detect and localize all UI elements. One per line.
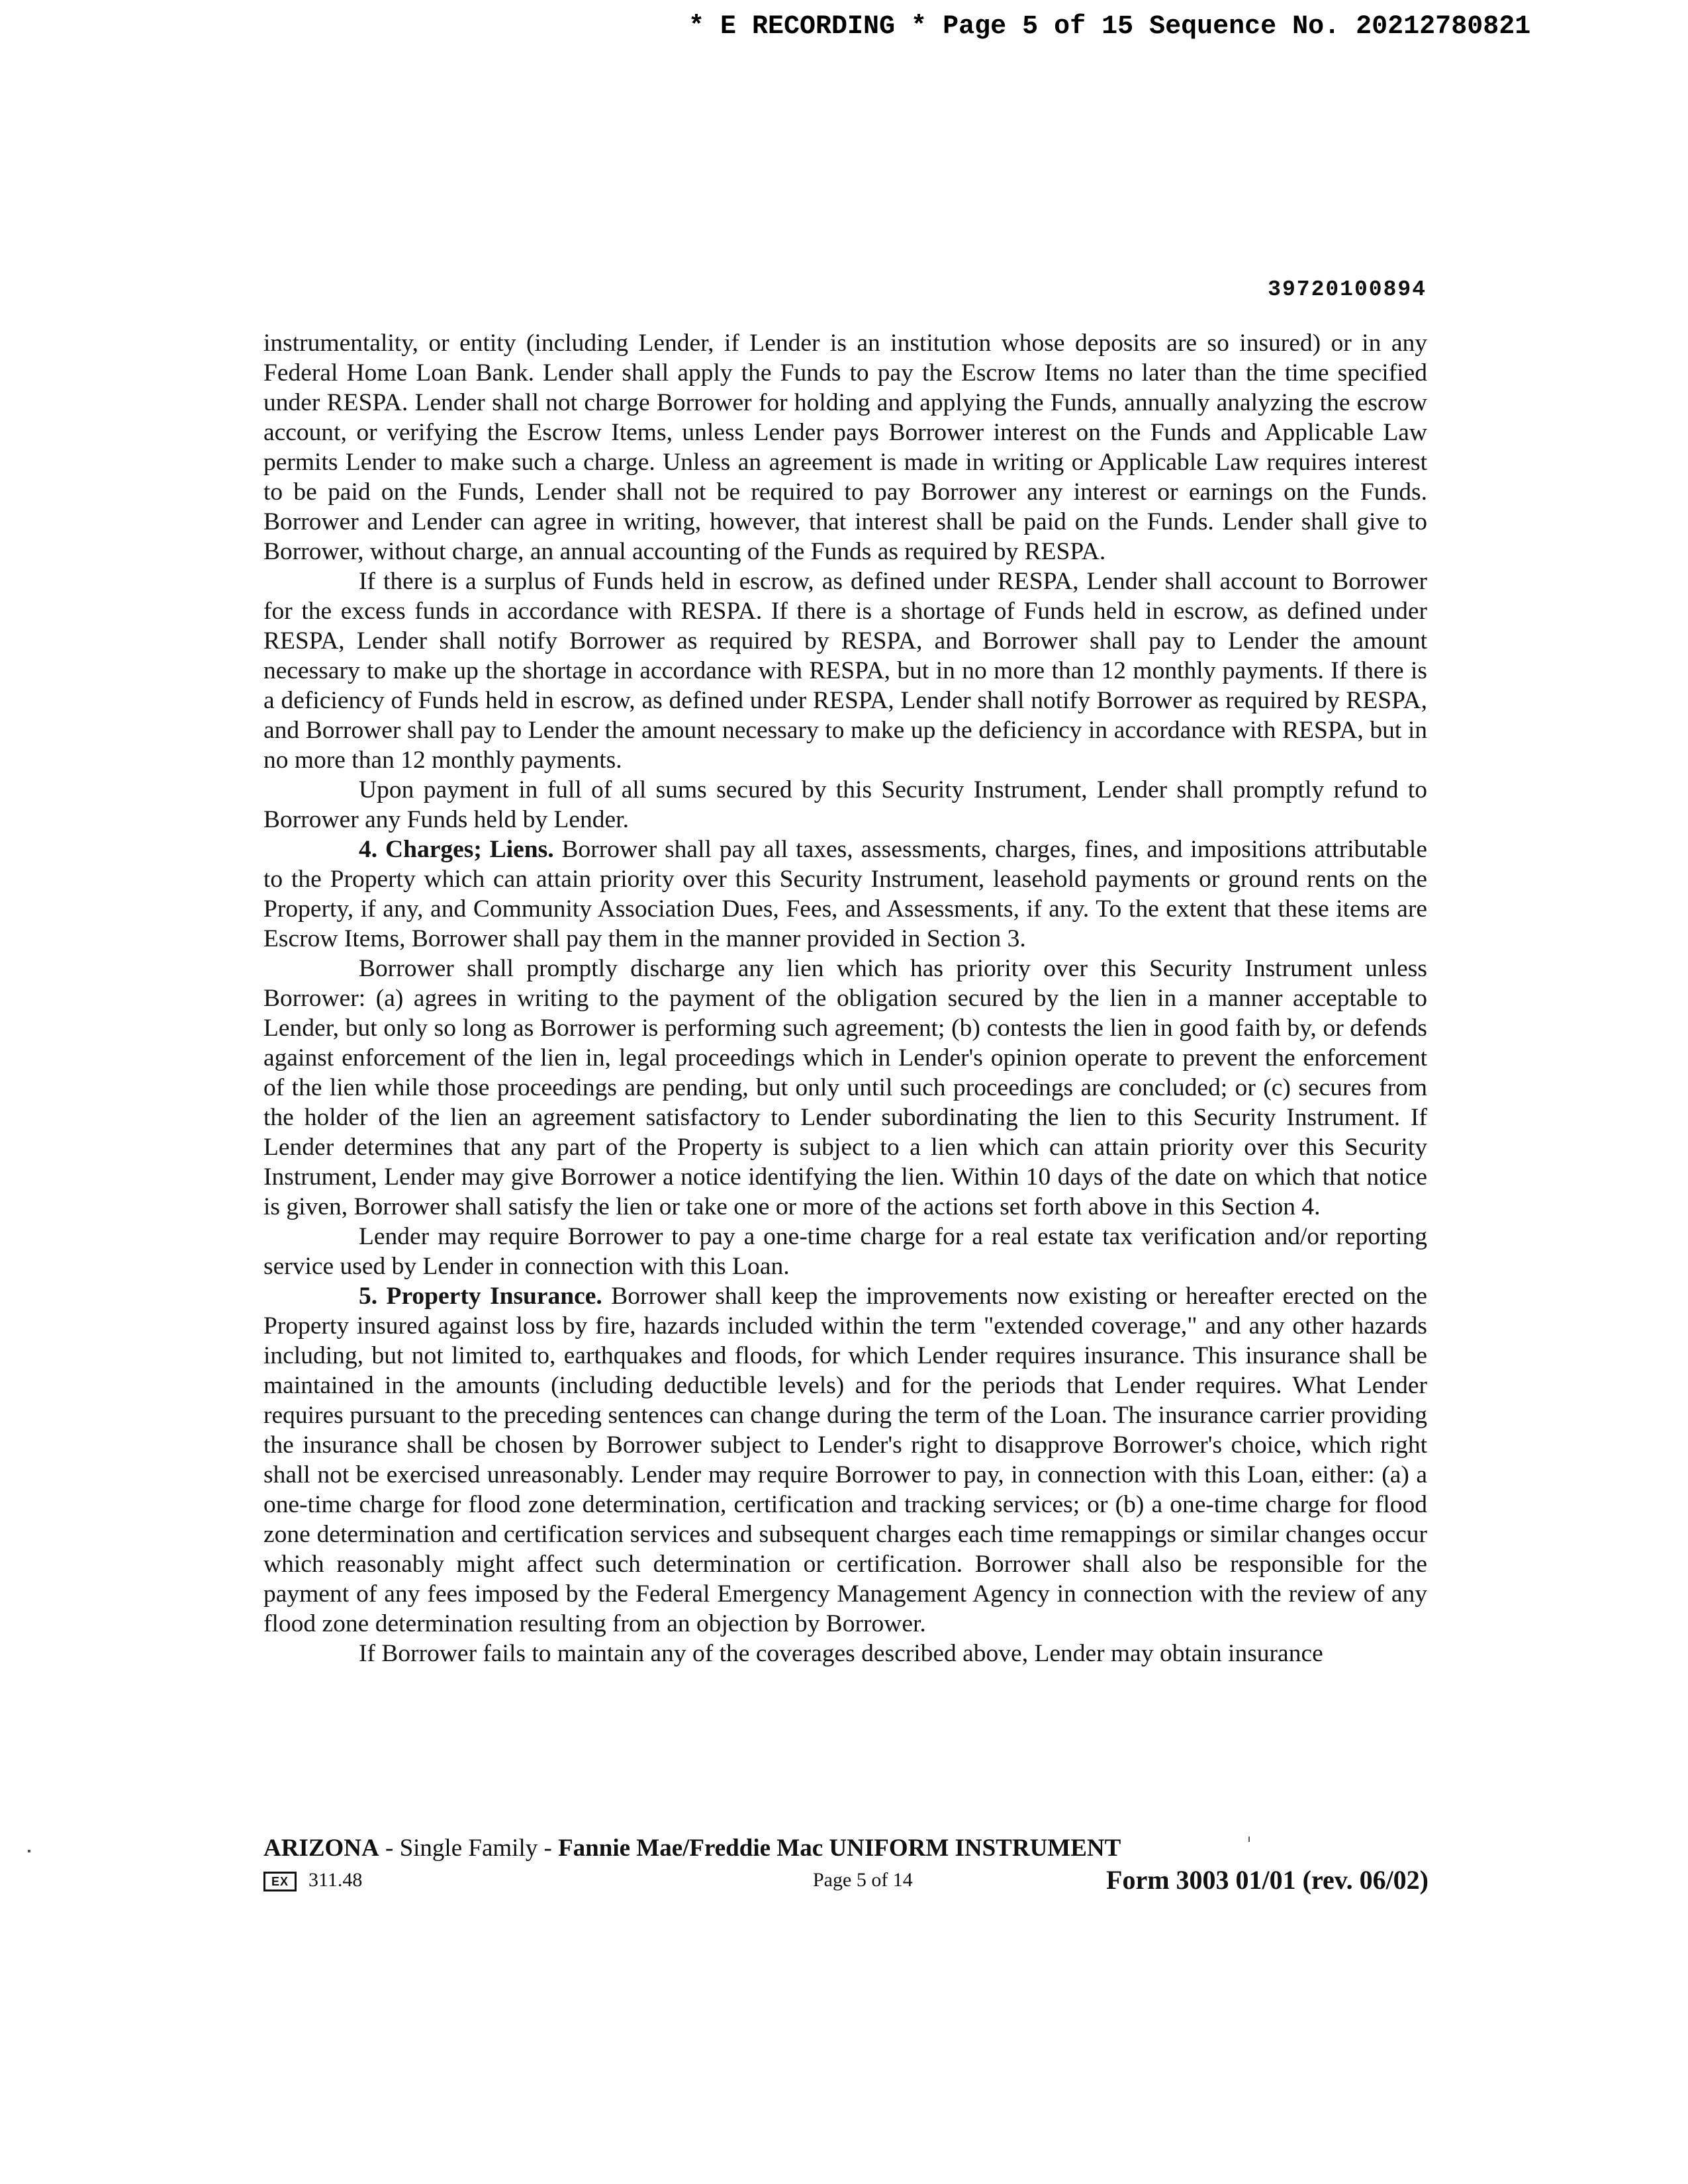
page-footer — [263, 1833, 1429, 1898]
paragraph-discharge-lien: Borrower shall promptly discharge any lien which has priority over this Security Instrument unless Borrower: (a) agrees in writing to the payment of the obligation secured by the lien in a manner acceptable to Lender, but only so long as Borrower is performing such agreement; (b) contests the lien in good faith by, or defends against enforcement of the lien in, legal proceedings which in Lender's opinion operate to prevent the enforcement of the lien while those proceedings are pending, but only until such proceedings are concluded; or (c) secures from the holder of the lien an agreement satisfactory to Lender subordinating the lien to this Security Instrument. If Lender determines that any part of the Property is subject to a lien which can attain priority over this Security Instrument, Lender may give Borrower a notice identifying the lien. Within 10 days of the date on which that notice is given, Borrower shall satisfy the lien or take one or more of the actions set forth above in this Section 4. — [263, 955, 1427, 1220]
scan-speck — [1248, 1837, 1250, 1842]
paragraph-coverage-failure: If Borrower fails to maintain any of the coverages described above, Lender may obtain insurance — [359, 1640, 1323, 1667]
loan-number: 39720100894 — [1268, 277, 1427, 302]
paragraph-escrow-surplus: If there is a surplus of Funds held in escrow, as defined under RESPA, Lender shall account to Borrower for the excess funds in accordance with RESPA. If there is a shortage of Funds held in escrow, as defined under RESPA, Lender shall notify Borrower as required by RESPA, and Borrower shall pay to Lender the amount necessary to make up the shortage in accordance with RESPA, but in no more than 12 monthly payments. If there is a deficiency of Funds held in escrow, as defined under RESPA, Lender shall notify Borrower as required by RESPA, and Borrower shall pay to Lender the amount necessary to make up the deficiency in accordance with RESPA, but in no more than 12 monthly payments. — [263, 568, 1427, 774]
paragraph-escrow-funds: instrumentality, or entity (including Lender, if Lender is an institution whose deposits are so insured) or in any Federal Home Loan Bank. Lender shall apply the Funds to pay the Escrow Items no later than the time specified under RESPA. Lender shall not charge Borrower for holding and applying the Funds, annually analyzing the escrow account, or verifying the Escrow Items, unless Lender pays Borrower interest on the Funds and Applicable Law permits Lender to make such a charge. Unless an agreement is made in writing or Applicable Law requires interest to be paid on the Funds, Lender shall not be required to pay Borrower any interest or earnings on the Funds. Borrower and Lender can agree in writing, however, that interest shall be paid on the Funds. Lender shall give to Borrower, without charge, an annual accounting of the Funds as required by RESPA. — [263, 330, 1427, 565]
section-text: Borrower shall keep the improvements now existing or hereafter erected on the Property insured against loss by fire, hazards included within the term "extended coverage," and any other hazards including, but not limited to, earthquakes and floods, for which Lender requires insurance. This insurance shall be maintained in the amounts (including deductible levels) and for the periods that Lender requires. What Lender requires pursuant to the preceding sentences can change during the term of the Loan. The insurance carrier providing the insurance shall be chosen by Borrower subject to Lender's right to disapprove Borrower's choice, which right shall not be exercised unreasonably. Lender may require Borrower to pay, in connection with this Loan, either: (a) a one-time charge for flood zone determination, certification and tracking services; or (b) a one-time charge for flood zone determination and certification services and subsequent charges each time remappings or similar changes occur which reasonably might affect such determination or certification. Borrower shall also be responsible for the payment of any fees imposed by the Federal Emergency Management Agency in connection with the review of any flood zone determination resulting from an objection by Borrower. — [263, 1283, 1427, 1637]
footer-form-line — [263, 1865, 1429, 1898]
paragraph-tax-verification: Lender may require Borrower to pay a one-time charge for a real estate tax verification and/or reporting service used by Lender in connection with this Loan. — [263, 1223, 1427, 1280]
footer-page-number: Page 5 of 14 — [813, 1869, 913, 1891]
footer-instrument-line — [263, 1833, 1429, 1864]
ellie-mae-logo-icon: EX — [263, 1872, 297, 1891]
section-5-property-insurance — [263, 1281, 1427, 1639]
document-body — [263, 328, 1427, 1668]
section-4-charges-liens — [263, 835, 1427, 954]
recording-stamp: * E RECORDING * Page 5 of 15 Sequence No. 20212780821 — [688, 12, 1531, 42]
footer-separator: - — [379, 1835, 400, 1862]
scan-speck — [28, 1850, 30, 1852]
footer-state: ARIZONA — [263, 1835, 379, 1862]
section-text: Borrower shall pay all taxes, assessments, charges, fines, and impositions attributable to the Property which can attain priority over this Security Instrument, leasehold payments or ground rents on the Property, if any, and Community Association Dues, Fees, and Assessments, if any. To the extent that these items are Escrow Items, Borrower shall pay them in the manner provided in Section 3. — [263, 836, 1427, 952]
footer-separator: - — [538, 1835, 559, 1862]
footer-form-id: Form 3003 01/01 (rev. 06/02) — [1106, 1865, 1429, 1895]
footer-form-code: 311.48 — [308, 1869, 363, 1891]
footer-instrument-name: Fannie Mae/Freddie Mac UNIFORM INSTRUMENT — [558, 1835, 1121, 1862]
section-heading: 5. Property Insurance. — [359, 1283, 602, 1310]
section-heading: 4. Charges; Liens. — [359, 836, 554, 863]
paragraph-refund: Upon payment in full of all sums secured by this Security Instrument, Lender shall promptly refund to Borrower any Funds held by Lender. — [263, 776, 1427, 833]
footer-family-type: Single Family — [399, 1835, 538, 1862]
